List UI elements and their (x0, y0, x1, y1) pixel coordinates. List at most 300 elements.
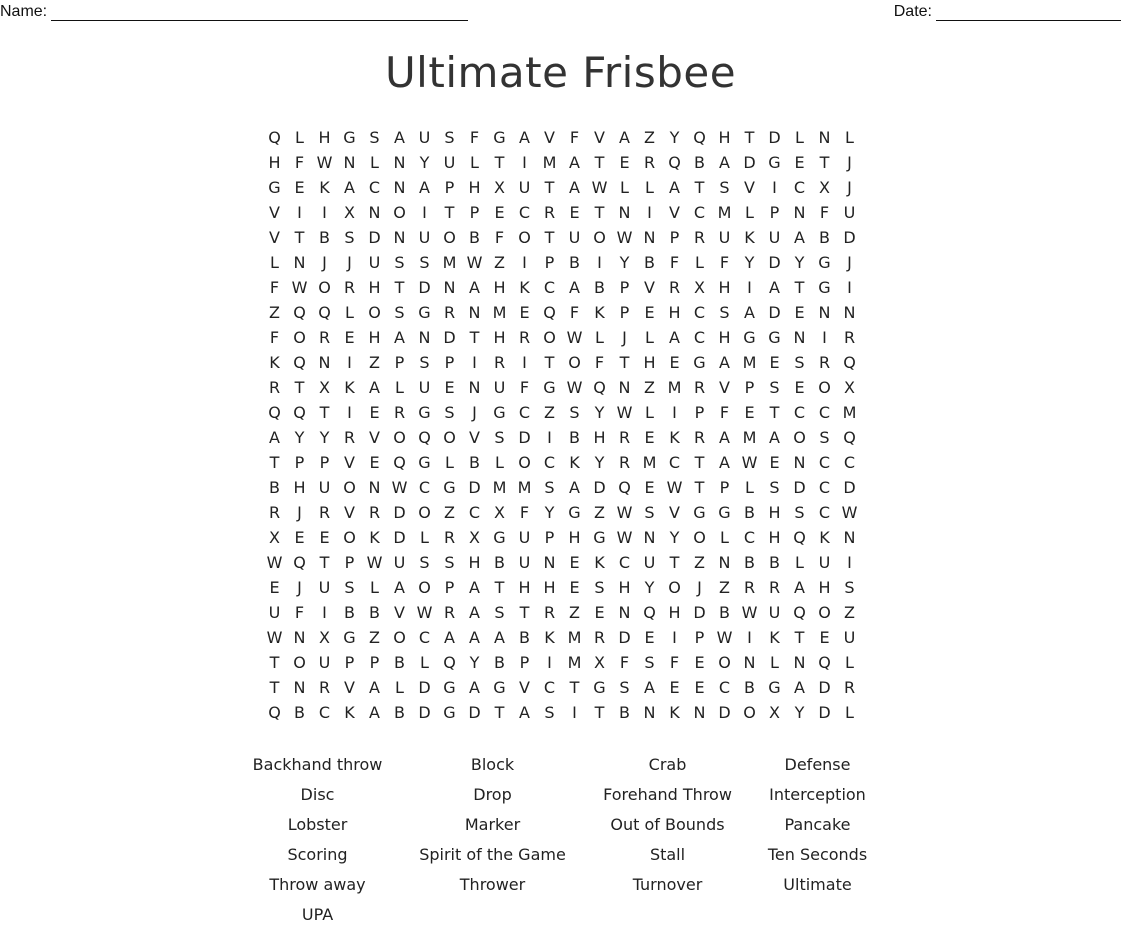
grid-letter[interactable]: Y (469, 653, 480, 672)
grid-letter[interactable]: F (519, 378, 530, 397)
grid-letter[interactable]: I (747, 278, 752, 297)
grid-letter[interactable]: L (470, 153, 479, 172)
grid-letter[interactable]: R (593, 628, 606, 647)
grid-letter[interactable]: A (719, 153, 730, 172)
grid-letter[interactable]: O (393, 628, 406, 647)
grid-letter[interactable]: W (266, 628, 283, 647)
grid-letter[interactable]: G (493, 128, 506, 147)
grid-letter[interactable]: P (519, 653, 530, 672)
grid-letter[interactable]: P (344, 653, 355, 672)
grid-letter[interactable]: O (693, 528, 706, 547)
grid-letter[interactable]: S (569, 403, 580, 422)
grid-letter[interactable]: S (444, 403, 455, 422)
grid-letter[interactable]: R (443, 528, 456, 547)
grid-letter[interactable]: T (694, 178, 705, 197)
grid-letter[interactable]: O (718, 653, 731, 672)
grid-letter[interactable]: V (744, 178, 755, 197)
grid-letter[interactable]: J (347, 253, 352, 272)
grid-letter[interactable]: H (618, 578, 631, 597)
grid-letter[interactable]: T (694, 478, 705, 497)
grid-letter[interactable]: C (818, 403, 831, 422)
grid-letter[interactable]: G (718, 503, 731, 522)
grid-letter[interactable]: J (472, 403, 477, 422)
grid-letter[interactable]: Z (444, 503, 455, 522)
grid-letter[interactable]: A (469, 603, 480, 622)
grid-letter[interactable]: K (369, 528, 380, 547)
grid-letter[interactable]: N (618, 603, 631, 622)
grid-letter[interactable]: N (843, 303, 856, 322)
grid-letter[interactable]: W (716, 628, 733, 647)
grid-letter[interactable]: S (619, 678, 630, 697)
grid-letter[interactable]: A (619, 128, 630, 147)
grid-letter[interactable]: N (793, 328, 806, 347)
grid-letter[interactable]: P (719, 478, 730, 497)
grid-letter[interactable]: I (422, 203, 427, 222)
grid-letter[interactable]: G (268, 178, 281, 197)
grid-letter[interactable]: L (295, 128, 304, 147)
grid-letter[interactable]: Q (268, 403, 281, 422)
grid-letter[interactable]: M (567, 628, 582, 647)
grid-letter[interactable]: H (668, 303, 681, 322)
grid-letter[interactable]: I (747, 628, 752, 647)
grid-letter[interactable]: Q (293, 353, 306, 372)
grid-letter[interactable]: B (819, 228, 830, 247)
grid-letter[interactable]: L (845, 703, 854, 722)
grid-letter[interactable]: L (495, 453, 504, 472)
grid-letter[interactable]: N (293, 628, 306, 647)
grid-letter[interactable]: T (594, 203, 605, 222)
grid-letter[interactable]: M (542, 153, 557, 172)
grid-letter[interactable]: T (444, 203, 455, 222)
grid-letter[interactable]: B (644, 253, 655, 272)
grid-letter[interactable]: R (743, 578, 756, 597)
grid-letter[interactable]: E (669, 353, 680, 372)
grid-letter[interactable]: V (394, 603, 405, 622)
grid-letter[interactable]: H (268, 153, 281, 172)
grid-letter[interactable]: H (318, 128, 331, 147)
grid-letter[interactable]: U (843, 628, 856, 647)
grid-letter[interactable]: D (768, 253, 781, 272)
grid-letter[interactable]: C (743, 528, 756, 547)
grid-letter[interactable]: S (719, 303, 730, 322)
grid-letter[interactable]: K (269, 353, 280, 372)
grid-letter[interactable]: G (493, 528, 506, 547)
grid-letter[interactable]: H (593, 428, 606, 447)
grid-letter[interactable]: R (268, 503, 281, 522)
grid-letter[interactable]: E (594, 603, 605, 622)
grid-letter[interactable]: F (669, 653, 680, 672)
grid-letter[interactable]: Q (268, 703, 281, 722)
grid-letter[interactable]: O (293, 653, 306, 672)
grid-letter[interactable]: J (297, 503, 302, 522)
grid-letter[interactable]: U (768, 603, 781, 622)
grid-letter[interactable]: O (743, 703, 756, 722)
grid-letter[interactable]: L (795, 128, 804, 147)
grid-letter[interactable]: Y (419, 153, 430, 172)
grid-letter[interactable]: O (418, 503, 431, 522)
grid-letter[interactable]: A (269, 428, 280, 447)
grid-letter[interactable]: C (518, 203, 531, 222)
grid-letter[interactable]: U (843, 203, 856, 222)
grid-letter[interactable]: O (343, 528, 356, 547)
grid-letter[interactable]: D (618, 628, 631, 647)
grid-letter[interactable]: B (719, 603, 730, 622)
grid-letter[interactable]: N (468, 378, 481, 397)
grid-letter[interactable]: E (494, 203, 505, 222)
grid-letter[interactable]: S (444, 128, 455, 147)
grid-letter[interactable]: A (669, 328, 680, 347)
grid-letter[interactable]: F (569, 128, 580, 147)
grid-letter[interactable]: O (343, 478, 356, 497)
grid-letter[interactable]: B (519, 628, 530, 647)
grid-letter[interactable]: L (395, 678, 404, 697)
grid-letter[interactable]: I (347, 353, 352, 372)
grid-letter[interactable]: A (569, 278, 580, 297)
grid-letter[interactable]: A (469, 278, 480, 297)
grid-letter[interactable]: N (618, 203, 631, 222)
grid-letter[interactable]: S (444, 553, 455, 572)
grid-letter[interactable]: U (368, 253, 381, 272)
grid-letter[interactable]: Y (619, 253, 630, 272)
grid-letter[interactable]: M (492, 478, 507, 497)
grid-letter[interactable]: M (492, 303, 507, 322)
grid-letter[interactable]: E (344, 328, 355, 347)
grid-letter[interactable]: O (368, 303, 381, 322)
grid-letter[interactable]: D (843, 478, 856, 497)
grid-letter[interactable]: K (544, 628, 555, 647)
grid-letter[interactable]: N (543, 553, 556, 572)
grid-letter[interactable]: I (572, 703, 577, 722)
grid-letter[interactable]: C (818, 478, 831, 497)
grid-letter[interactable]: E (569, 578, 580, 597)
grid-letter[interactable]: K (344, 378, 355, 397)
grid-letter[interactable]: O (593, 228, 606, 247)
grid-letter[interactable]: V (469, 428, 480, 447)
grid-letter[interactable]: P (469, 203, 480, 222)
grid-letter[interactable]: P (744, 378, 755, 397)
grid-letter[interactable]: U (718, 228, 731, 247)
grid-letter[interactable]: I (347, 403, 352, 422)
grid-letter[interactable]: Q (793, 528, 806, 547)
grid-letter[interactable]: T (294, 378, 305, 397)
grid-letter[interactable]: B (494, 553, 505, 572)
grid-letter[interactable]: A (769, 428, 780, 447)
grid-letter[interactable]: J (847, 178, 852, 197)
grid-letter[interactable]: E (694, 678, 705, 697)
grid-letter[interactable]: G (418, 303, 431, 322)
grid-letter[interactable]: R (843, 328, 856, 347)
grid-letter[interactable]: A (569, 478, 580, 497)
grid-letter[interactable]: L (645, 328, 654, 347)
grid-letter[interactable]: N (393, 228, 406, 247)
grid-letter[interactable]: C (693, 328, 706, 347)
grid-letter[interactable]: A (444, 628, 455, 647)
grid-letter[interactable]: E (669, 678, 680, 697)
grid-letter[interactable]: D (418, 678, 431, 697)
grid-letter[interactable]: B (744, 553, 755, 572)
grid-letter[interactable]: O (568, 353, 581, 372)
grid-letter[interactable]: L (745, 478, 754, 497)
grid-letter[interactable]: M (442, 253, 457, 272)
grid-letter[interactable]: R (693, 228, 706, 247)
grid-letter[interactable]: A (569, 178, 580, 197)
grid-letter[interactable]: Z (369, 353, 380, 372)
grid-letter[interactable]: U (643, 553, 656, 572)
grid-letter[interactable]: H (718, 128, 731, 147)
grid-letter[interactable]: P (619, 278, 630, 297)
grid-letter[interactable]: T (394, 278, 405, 297)
grid-letter[interactable]: T (769, 403, 780, 422)
grid-letter[interactable]: A (644, 678, 655, 697)
grid-letter[interactable]: L (770, 653, 779, 672)
grid-letter[interactable]: O (443, 228, 456, 247)
grid-letter[interactable]: H (718, 278, 731, 297)
grid-letter[interactable]: U (418, 378, 431, 397)
grid-letter[interactable]: L (370, 153, 379, 172)
grid-letter[interactable]: W (616, 503, 633, 522)
grid-letter[interactable]: Q (443, 653, 456, 672)
grid-letter[interactable]: C (668, 453, 681, 472)
grid-letter[interactable]: M (642, 453, 657, 472)
grid-letter[interactable]: B (694, 153, 705, 172)
grid-letter[interactable]: I (322, 203, 327, 222)
grid-letter[interactable]: I (522, 353, 527, 372)
grid-letter[interactable]: B (569, 428, 580, 447)
grid-letter[interactable]: V (269, 228, 280, 247)
grid-letter[interactable]: S (594, 578, 605, 597)
grid-letter[interactable]: C (468, 503, 481, 522)
grid-letter[interactable]: L (595, 328, 604, 347)
grid-letter[interactable]: L (445, 453, 454, 472)
grid-letter[interactable]: I (297, 203, 302, 222)
grid-letter[interactable]: Q (793, 603, 806, 622)
grid-letter[interactable]: T (269, 678, 280, 697)
grid-letter[interactable]: G (693, 503, 706, 522)
grid-letter[interactable]: S (344, 578, 355, 597)
grid-letter[interactable]: Z (494, 253, 505, 272)
grid-letter[interactable]: C (543, 278, 556, 297)
grid-letter[interactable]: V (269, 203, 280, 222)
grid-letter[interactable]: W (566, 378, 583, 397)
grid-letter[interactable]: J (697, 578, 702, 597)
grid-letter[interactable]: H (493, 328, 506, 347)
grid-letter[interactable]: S (819, 428, 830, 447)
grid-letter[interactable]: N (368, 478, 381, 497)
grid-letter[interactable]: R (493, 353, 506, 372)
grid-letter[interactable]: S (769, 478, 780, 497)
grid-letter[interactable]: D (593, 478, 606, 497)
grid-letter[interactable]: I (522, 153, 527, 172)
grid-letter[interactable]: W (616, 228, 633, 247)
grid-letter[interactable]: I (772, 178, 777, 197)
grid-letter[interactable]: R (643, 153, 656, 172)
grid-letter[interactable]: L (395, 378, 404, 397)
grid-letter[interactable]: K (819, 528, 830, 547)
grid-letter[interactable]: X (344, 203, 355, 222)
grid-letter[interactable]: G (443, 478, 456, 497)
grid-letter[interactable]: A (569, 153, 580, 172)
grid-letter[interactable]: P (669, 228, 680, 247)
grid-letter[interactable]: I (672, 628, 677, 647)
grid-letter[interactable]: A (719, 353, 730, 372)
grid-letter[interactable]: T (494, 153, 505, 172)
grid-letter[interactable]: P (444, 578, 455, 597)
grid-letter[interactable]: E (619, 153, 630, 172)
grid-letter[interactable]: T (819, 153, 830, 172)
grid-letter[interactable]: S (794, 503, 805, 522)
grid-letter[interactable]: W (591, 178, 608, 197)
grid-letter[interactable]: D (818, 678, 831, 697)
grid-letter[interactable]: Z (569, 603, 580, 622)
grid-letter[interactable]: V (594, 128, 605, 147)
grid-letter[interactable]: N (843, 528, 856, 547)
grid-letter[interactable]: R (368, 503, 381, 522)
grid-letter[interactable]: Q (418, 428, 431, 447)
grid-letter[interactable]: B (619, 703, 630, 722)
grid-letter[interactable]: N (468, 303, 481, 322)
grid-letter[interactable]: P (694, 628, 705, 647)
grid-letter[interactable]: F (294, 153, 305, 172)
grid-letter[interactable]: L (795, 553, 804, 572)
grid-letter[interactable]: T (619, 353, 630, 372)
grid-letter[interactable]: R (543, 603, 556, 622)
grid-letter[interactable]: S (844, 578, 855, 597)
grid-letter[interactable]: G (493, 678, 506, 697)
grid-letter[interactable]: P (444, 353, 455, 372)
grid-letter[interactable]: V (369, 428, 380, 447)
grid-letter[interactable]: G (768, 328, 781, 347)
grid-letter[interactable]: E (269, 578, 280, 597)
grid-letter[interactable]: A (494, 628, 505, 647)
grid-letter[interactable]: S (494, 603, 505, 622)
name-blank-line[interactable] (51, 4, 468, 21)
grid-letter[interactable]: Y (319, 428, 330, 447)
grid-letter[interactable]: G (418, 453, 431, 472)
grid-letter[interactable]: Z (594, 503, 605, 522)
grid-letter[interactable]: T (594, 703, 605, 722)
grid-letter[interactable]: C (368, 178, 381, 197)
grid-letter[interactable]: H (643, 353, 656, 372)
grid-letter[interactable]: Q (843, 353, 856, 372)
grid-letter[interactable]: U (818, 553, 831, 572)
grid-letter[interactable]: C (618, 553, 631, 572)
grid-letter[interactable]: E (819, 628, 830, 647)
grid-letter[interactable]: U (443, 153, 456, 172)
grid-letter[interactable]: O (293, 328, 306, 347)
grid-letter[interactable]: N (618, 378, 631, 397)
grid-letter[interactable]: N (393, 178, 406, 197)
grid-letter[interactable]: Q (393, 453, 406, 472)
grid-letter[interactable]: D (718, 703, 731, 722)
grid-letter[interactable]: Y (794, 703, 805, 722)
grid-letter[interactable]: C (693, 303, 706, 322)
grid-letter[interactable]: G (593, 678, 606, 697)
grid-letter[interactable]: R (443, 303, 456, 322)
grid-letter[interactable]: G (693, 353, 706, 372)
grid-letter[interactable]: B (394, 653, 405, 672)
grid-letter[interactable]: Q (643, 603, 656, 622)
grid-letter[interactable]: M (842, 403, 857, 422)
grid-letter[interactable]: Z (644, 378, 655, 397)
grid-letter[interactable]: X (319, 378, 330, 397)
grid-letter[interactable]: B (744, 678, 755, 697)
grid-letter[interactable]: Y (669, 128, 680, 147)
grid-letter[interactable]: M (517, 478, 532, 497)
grid-letter[interactable]: Y (294, 428, 305, 447)
grid-letter[interactable]: T (694, 453, 705, 472)
grid-letter[interactable]: S (344, 228, 355, 247)
grid-letter[interactable]: T (594, 153, 605, 172)
grid-letter[interactable]: H (668, 603, 681, 622)
grid-letter[interactable]: Q (268, 128, 281, 147)
grid-letter[interactable]: X (769, 703, 780, 722)
grid-letter[interactable]: L (345, 303, 354, 322)
grid-letter[interactable]: I (822, 328, 827, 347)
grid-letter[interactable]: R (618, 428, 631, 447)
grid-letter[interactable]: U (418, 228, 431, 247)
grid-letter[interactable]: P (544, 253, 555, 272)
grid-letter[interactable]: J (622, 328, 627, 347)
grid-letter[interactable]: L (645, 403, 654, 422)
grid-letter[interactable]: A (719, 428, 730, 447)
grid-letter[interactable]: V (344, 678, 355, 697)
grid-letter[interactable]: A (469, 628, 480, 647)
grid-letter[interactable]: U (393, 553, 406, 572)
grid-letter[interactable]: U (418, 128, 431, 147)
grid-letter[interactable]: U (568, 228, 581, 247)
grid-letter[interactable]: L (420, 653, 429, 672)
grid-letter[interactable]: M (717, 203, 732, 222)
grid-letter[interactable]: A (469, 578, 480, 597)
grid-letter[interactable]: H (768, 503, 781, 522)
grid-letter[interactable]: W (566, 328, 583, 347)
grid-letter[interactable]: M (742, 428, 757, 447)
grid-letter[interactable]: P (544, 528, 555, 547)
grid-letter[interactable]: W (366, 553, 383, 572)
grid-letter[interactable]: G (343, 628, 356, 647)
grid-letter[interactable]: H (293, 478, 306, 497)
grid-letter[interactable]: G (418, 403, 431, 422)
grid-letter[interactable]: K (594, 303, 605, 322)
grid-letter[interactable]: S (419, 253, 430, 272)
grid-letter[interactable]: B (369, 603, 380, 622)
grid-letter[interactable]: G (343, 128, 356, 147)
date-blank-line[interactable] (936, 4, 1121, 21)
grid-letter[interactable]: B (769, 553, 780, 572)
grid-letter[interactable]: R (268, 378, 281, 397)
grid-letter[interactable]: S (394, 303, 405, 322)
grid-letter[interactable]: K (569, 453, 580, 472)
grid-letter[interactable]: U (493, 378, 506, 397)
grid-letter[interactable]: Q (818, 653, 831, 672)
grid-letter[interactable]: I (647, 203, 652, 222)
grid-letter[interactable]: D (793, 478, 806, 497)
grid-letter[interactable]: D (518, 428, 531, 447)
grid-letter[interactable]: S (419, 353, 430, 372)
grid-letter[interactable]: M (742, 353, 757, 372)
grid-letter[interactable]: W (741, 603, 758, 622)
grid-letter[interactable]: K (669, 428, 680, 447)
grid-letter[interactable]: Y (669, 528, 680, 547)
grid-letter[interactable]: A (794, 228, 805, 247)
grid-letter[interactable]: K (519, 278, 530, 297)
grid-letter[interactable]: N (418, 328, 431, 347)
grid-letter[interactable]: E (369, 453, 380, 472)
grid-letter[interactable]: C (718, 678, 731, 697)
grid-letter[interactable]: B (469, 228, 480, 247)
grid-letter[interactable]: Y (794, 253, 805, 272)
grid-letter[interactable]: Z (719, 578, 730, 597)
